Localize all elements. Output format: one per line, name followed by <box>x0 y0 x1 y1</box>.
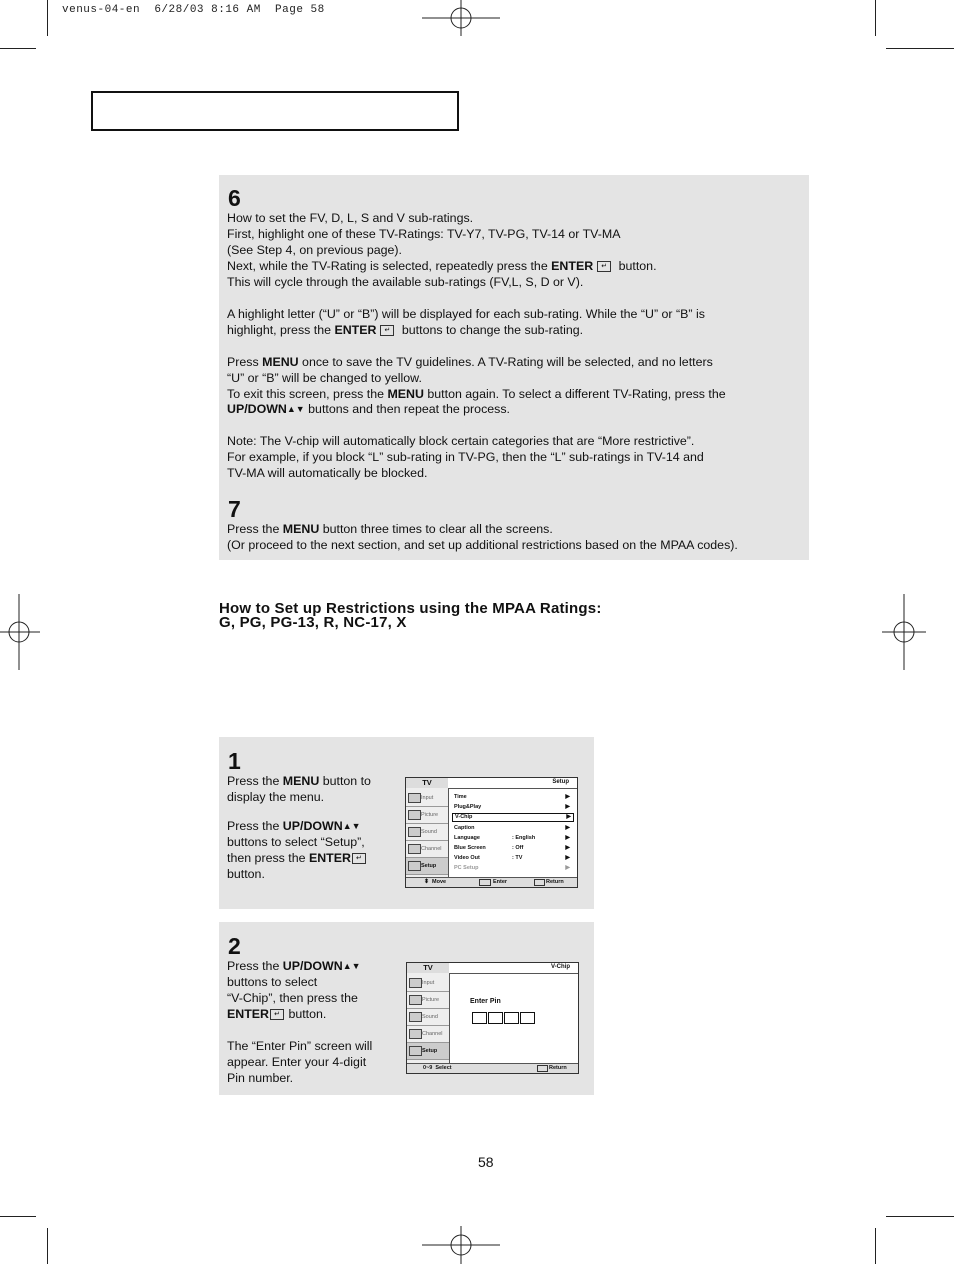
crop-mark <box>875 1228 876 1264</box>
step1-line <box>227 834 365 850</box>
bold-text: ENTER <box>227 1007 269 1021</box>
step6-line <box>227 449 704 465</box>
step2-line <box>227 990 358 1006</box>
right-arrow-icon: ▶ <box>565 845 570 851</box>
move-label: Move <box>432 879 447 885</box>
right-arrow-icon: ▶ <box>565 865 570 871</box>
move-arrows-icon: ⬍ <box>424 879 430 885</box>
item-label: Language <box>454 835 480 841</box>
step-number: 2 <box>228 933 241 959</box>
bold-text: MENU <box>282 774 320 788</box>
registration-mark <box>422 0 500 36</box>
pin-digit-box <box>472 1012 487 1024</box>
text: buttons to change the sub-rating. <box>398 323 584 337</box>
setup-icon <box>409 1046 422 1056</box>
select-label: 0~9 Select <box>423 1065 452 1071</box>
crop-mark <box>875 0 876 36</box>
text: button again. To select a different TV-Rating, press the <box>423 387 726 401</box>
bold-text: UP/DOWN <box>282 959 343 973</box>
enter-icon <box>479 879 491 886</box>
text: (See Step 4, on previous page). <box>227 243 402 257</box>
registration-mark <box>882 594 926 670</box>
tv-brand: TV <box>406 778 448 788</box>
up-down-arrows-icon: ▲▼ <box>342 821 361 831</box>
tv-menu-item <box>454 793 572 802</box>
step-2-panel <box>219 922 594 1095</box>
bold-text: ENTER <box>551 259 594 273</box>
side-label: Channel <box>421 846 442 852</box>
step2-line <box>227 958 361 974</box>
item-label: Video Out <box>454 855 480 861</box>
item-value: : Off <box>512 845 524 851</box>
right-arrow-icon: ▶ <box>566 814 571 820</box>
text: A highlight letter (“U” or “B”) will be displayed for each sub-rating. While the “U” or “B” is <box>227 307 705 321</box>
text: For example, if you block “L” sub-rating in TV-PG, then the “L” sub-ratings in TV-14 and <box>227 450 704 464</box>
return-icon <box>537 1065 548 1072</box>
side-label: Sound <box>422 1014 438 1020</box>
step6-line <box>227 401 510 417</box>
step2-line <box>227 1006 326 1022</box>
step7-line <box>227 537 738 553</box>
step2-line <box>227 1070 293 1086</box>
enter-icon: ↵ <box>380 325 394 336</box>
step-number: 7 <box>228 496 241 522</box>
text: TV-MA will automatically be blocked. <box>227 466 428 480</box>
tv-side-item-setup <box>407 1043 449 1060</box>
setup-icon <box>408 861 421 871</box>
crop-mark <box>886 1216 954 1217</box>
text: button three times to clear all the screens. <box>319 522 553 536</box>
bold-text: UP/DOWN <box>282 819 343 833</box>
return-label: Return <box>546 879 564 885</box>
bold-text: MENU <box>282 522 320 536</box>
side-label: Input <box>422 980 435 986</box>
step6-line <box>227 433 694 449</box>
step6-line <box>227 210 473 226</box>
registration-mark <box>0 594 40 670</box>
crop-mark <box>886 48 954 49</box>
bold-text: MENU <box>262 355 299 369</box>
text: then press the <box>227 851 309 865</box>
text: button to <box>319 774 371 788</box>
tv-menu-sidebar <box>407 973 450 1064</box>
crop-mark <box>47 0 48 36</box>
enter-label: Enter <box>493 879 508 885</box>
tv-menu-item <box>454 844 572 853</box>
text: appear. Enter your 4-digit <box>227 1055 367 1069</box>
right-arrow-icon: ▶ <box>565 825 570 831</box>
step6-line <box>227 386 726 402</box>
tv-setup-menu-screenshot <box>405 777 578 888</box>
text: buttons to select <box>227 975 318 989</box>
registration-mark <box>422 1226 500 1264</box>
text: Pin number. <box>227 1071 294 1085</box>
tv-menu-item <box>454 824 572 833</box>
crop-mark <box>0 1216 36 1217</box>
steps-6-7-panel <box>219 175 809 560</box>
tv-menu-title: V-Chip <box>551 964 570 970</box>
text: “V-Chip”, then press the <box>227 991 358 1005</box>
text: The “Enter Pin” screen will <box>227 1039 373 1053</box>
print-header: venus-04-en 6/28/03 8:16 AM Page 58 <box>62 4 325 16</box>
picture-icon <box>409 995 422 1005</box>
pin-digit-box <box>504 1012 519 1024</box>
step6-line <box>227 306 705 322</box>
step1-line <box>227 866 265 882</box>
bold-text: ENTER <box>308 851 351 865</box>
tv-side-item-input <box>406 790 448 807</box>
step2-line <box>227 1038 372 1054</box>
tv-menu-item <box>454 864 572 873</box>
step6-line <box>227 322 583 338</box>
step1-line <box>227 850 367 866</box>
step-number: 1 <box>228 748 241 774</box>
side-label: Channel <box>422 1031 443 1037</box>
input-icon <box>409 978 422 988</box>
section-heading-line2: G, PG, PG-13, R, NC-17, X <box>219 614 407 631</box>
step2-line <box>227 1054 366 1070</box>
item-value: : TV <box>512 855 523 861</box>
step6-line <box>227 226 620 242</box>
text: Press <box>227 355 263 369</box>
chapter-title-box <box>91 91 459 131</box>
step6-line <box>227 370 422 386</box>
tv-menu-bottom-bar <box>407 1063 578 1073</box>
item-label: Time <box>454 794 467 800</box>
text: Press the <box>227 959 283 973</box>
tv-menu-title: Setup <box>552 779 569 785</box>
tv-side-item-channel <box>407 1026 449 1043</box>
step6-line <box>227 242 402 258</box>
step1-line <box>227 773 371 789</box>
item-label: PC Setup <box>454 865 479 871</box>
text: display the menu. <box>227 790 325 804</box>
right-arrow-icon: ▶ <box>565 855 570 861</box>
text: buttons to select “Setup”, <box>227 835 365 849</box>
text: once to save the TV guidelines. A TV-Rating will be selected, and no letters <box>298 355 713 369</box>
item-label: Caption <box>454 825 475 831</box>
text: Note: The V-chip will automatically block certain categories that are “More restrictive”. <box>227 434 695 448</box>
side-label: Sound <box>421 829 437 835</box>
text: Press the <box>227 774 283 788</box>
tv-side-item-channel <box>406 841 448 858</box>
up-down-arrows-icon: ▲▼ <box>342 961 361 971</box>
tv-side-item-sound <box>407 1009 449 1026</box>
text: button. <box>285 1007 327 1021</box>
side-label: Setup <box>422 1048 438 1054</box>
bold-text: MENU <box>387 387 424 401</box>
bold-text: ENTER <box>334 323 377 337</box>
side-label: Setup <box>421 863 437 869</box>
tv-vchip-pin-screenshot <box>406 962 579 1074</box>
text: (Or proceed to the next section, and set up additional restrictions based on the MPAA codes). <box>227 538 738 552</box>
text: Press the <box>227 522 283 536</box>
step-number: 6 <box>228 185 241 211</box>
text: button. <box>615 259 657 273</box>
channel-icon <box>408 844 421 854</box>
text: First, highlight one of these TV-Ratings: TV-Y7, TV-PG, TV-14 or TV-MA <box>227 227 621 241</box>
crop-mark <box>0 48 36 49</box>
side-label: Picture <box>421 812 439 818</box>
step1-line <box>227 818 361 834</box>
return-icon <box>534 879 545 886</box>
step6-line <box>227 274 583 290</box>
step6-line <box>227 354 713 370</box>
pin-digit-box <box>488 1012 503 1024</box>
item-value: : English <box>512 835 536 841</box>
step1-line <box>227 789 324 805</box>
step7-line <box>227 521 553 537</box>
enter-pin-label: Enter Pin <box>470 998 501 1005</box>
text: To exit this screen, press the <box>227 387 388 401</box>
side-label: Picture <box>422 997 440 1003</box>
channel-icon <box>409 1029 422 1039</box>
side-label: Input <box>421 795 434 801</box>
text: “U” or “B” will be changed to yellow. <box>227 371 422 385</box>
tv-side-item-sound <box>406 824 448 841</box>
up-down-arrows-icon: ▲▼ <box>286 404 305 414</box>
sound-icon <box>409 1012 422 1022</box>
enter-icon: ↵ <box>270 1009 284 1020</box>
input-icon <box>408 793 421 803</box>
step-1-panel <box>219 737 594 909</box>
tv-menu-sidebar <box>406 788 449 878</box>
text: How to set the FV, D, L, S and V sub-ratings. <box>227 211 474 225</box>
tv-menu-bottom-bar <box>406 877 577 887</box>
pin-digit-box <box>520 1012 535 1024</box>
sound-icon <box>408 827 421 837</box>
tv-brand: TV <box>407 963 449 973</box>
tv-side-item-picture <box>406 807 448 824</box>
item-label: Blue Screen <box>454 845 486 851</box>
step2-line <box>227 974 317 990</box>
right-arrow-icon: ▶ <box>565 794 570 800</box>
picture-icon <box>408 810 421 820</box>
text: button. <box>227 867 265 881</box>
tv-menu-item <box>454 854 572 863</box>
step6-line <box>227 465 427 481</box>
right-arrow-icon: ▶ <box>565 835 570 841</box>
text: highlight, press the <box>227 323 335 337</box>
crop-mark <box>47 1228 48 1264</box>
bold-text: UP/DOWN <box>227 402 287 416</box>
right-arrow-icon: ▶ <box>565 804 570 810</box>
text: This will cycle through the available sub-ratings (FV,L, S, D or V). <box>227 275 584 289</box>
tv-side-item-picture <box>407 992 449 1009</box>
return-label: Return <box>549 1065 567 1071</box>
enter-icon: ↵ <box>352 853 366 864</box>
tv-menu-item <box>454 834 572 843</box>
text: buttons and then repeat the process. <box>304 402 510 416</box>
tv-menu-item-selected <box>452 813 574 822</box>
item-label: V-Chip <box>455 814 473 820</box>
section-heading-line1: How to Set up Restrictions using the MPAA Ratings: <box>219 600 602 617</box>
item-label: Plug&Play <box>454 804 482 810</box>
enter-icon: ↵ <box>597 261 611 272</box>
page-number: 58 <box>478 1154 494 1170</box>
tv-side-item-setup <box>406 858 448 875</box>
tv-menu-item <box>454 803 572 812</box>
text: Next, while the TV-Rating is selected, repeatedly press the <box>227 259 552 273</box>
tv-side-item-input <box>407 975 449 992</box>
text: Press the <box>227 819 283 833</box>
step6-line <box>227 258 657 274</box>
